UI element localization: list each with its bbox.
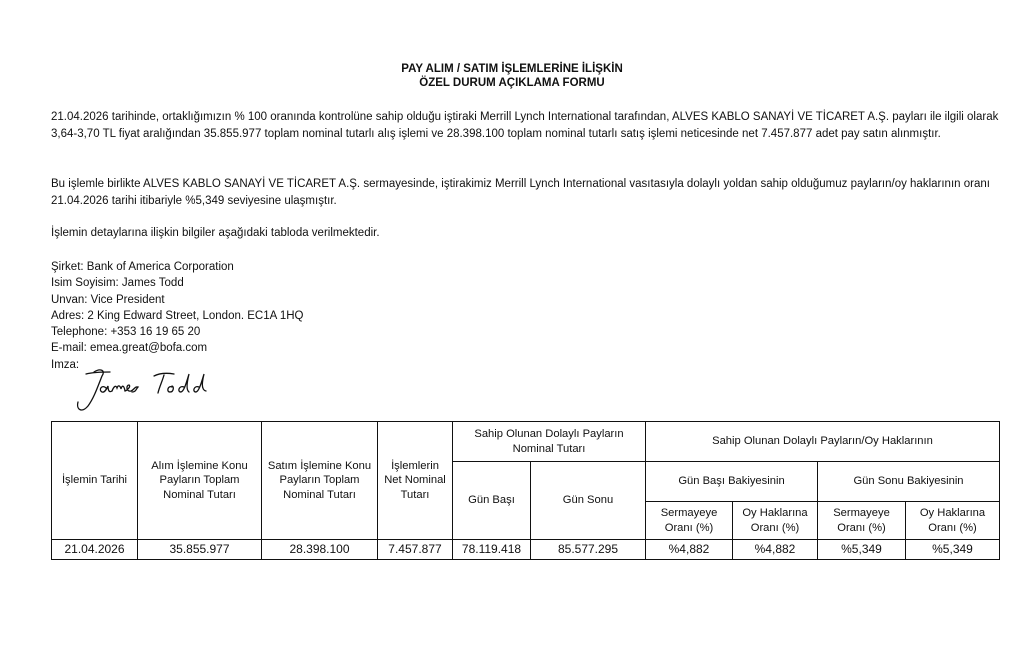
header-start-capital-ratio: Sermayeye Oranı (%) bbox=[646, 502, 733, 540]
cell-date: 21.04.2026 bbox=[52, 540, 138, 560]
title-line-2: ÖZEL DURUM AÇIKLAMA FORMU bbox=[419, 77, 605, 89]
company: Şirket: Bank of America Corporation bbox=[51, 261, 234, 273]
cell-end-capital: %5,349 bbox=[818, 540, 906, 560]
paragraph-transaction: 21.04.2026 tarihinde, ortaklığımızın % 100 oranında kontrolüne sahip olduğu iştiraki Merrill Lynch International tarafından, ALVES KABLO SANAYİ VE TİCARET A.Ş. payları ile ilgili olarak 3,64-3,70 TL fiyat aralığından 35.855.977 toplam nominal tutarlı alış işlemi ve 28.398.100 toplam nominal tutarlı satış işlemi neticesinde net 7.457.877 adet pay satın alınmıştır. bbox=[51, 111, 999, 140]
title-line-1: PAY ALIM / SATIM İŞLEMLERİNE İLİŞKİN bbox=[401, 63, 623, 75]
header-indirect-ratio: Sahip Olunan Dolaylı Payların/Oy Haklarının bbox=[646, 422, 1000, 462]
email: E-mail: emea.great@bofa.com bbox=[51, 342, 208, 355]
person-name: Isim Soyisim: James Todd bbox=[51, 277, 184, 290]
cell-sell: 28.398.100 bbox=[262, 540, 378, 560]
cell-day-start: 78.119.418 bbox=[453, 540, 531, 560]
cell-day-end: 85.577.295 bbox=[531, 540, 646, 560]
paragraph-ratio: Bu işlemle birlikte ALVES KABLO SANAYİ VE TİCARET A.Ş. sermayesinde, iştirakimiz Merrill Lynch International vasıtasıyla dolaylı yoldan sahip olduğumuz payların/oy haklarının oranı 21.04.2026 tarihi itibariyle %5,349 seviyesine ulaşmıştır. bbox=[51, 178, 990, 207]
header-start-balance: Gün Başı Bakiyesinin bbox=[646, 462, 818, 502]
person-title: Unvan: Vice President bbox=[51, 293, 165, 306]
form-title bbox=[0, 62, 1024, 90]
signature-label: Imza: bbox=[51, 358, 80, 371]
transaction-table bbox=[51, 421, 1000, 560]
header-end-capital-ratio: Sermayeye Oranı (%) bbox=[818, 502, 906, 540]
cell-buy: 35.855.977 bbox=[138, 540, 262, 560]
header-indirect-nominal: Sahip Olunan Dolaylı Payların Nominal Tutarı bbox=[453, 422, 646, 462]
header-day-start: Gün Başı bbox=[453, 462, 531, 540]
header-start-vote-ratio: Oy Haklarına Oranı (%) bbox=[733, 502, 818, 540]
cell-start-capital: %4,882 bbox=[646, 540, 733, 560]
paragraph-details: İşlemin detaylarına ilişkin bilgiler aşağıdaki tabloda verilmektedir. bbox=[51, 227, 380, 239]
header-end-vote-ratio: Oy Haklarına Oranı (%) bbox=[906, 502, 1000, 540]
cell-end-vote: %5,349 bbox=[906, 540, 1000, 560]
header-sell-total: Satım İşlemine Konu Payların Toplam Nominal Tutarı bbox=[262, 422, 378, 540]
contact-block bbox=[51, 259, 304, 373]
signature-icon bbox=[72, 366, 217, 421]
header-date: İşlemin Tarihi bbox=[52, 422, 138, 540]
header-end-balance: Gün Sonu Bakiyesinin bbox=[818, 462, 1000, 502]
phone: Telephone: +353 16 19 65 20 bbox=[51, 326, 201, 339]
header-day-end: Gün Sonu bbox=[531, 462, 646, 540]
table-row bbox=[52, 540, 1000, 560]
cell-net: 7.457.877 bbox=[378, 540, 453, 560]
header-net-total: İşlemlerin Net Nominal Tutarı bbox=[378, 422, 453, 540]
cell-start-vote: %4,882 bbox=[733, 540, 818, 560]
header-buy-total: Alım İşlemine Konu Payların Toplam Nominal Tutarı bbox=[138, 422, 262, 540]
address: Adres: 2 King Edward Street, London. EC1A 1HQ bbox=[51, 309, 304, 322]
